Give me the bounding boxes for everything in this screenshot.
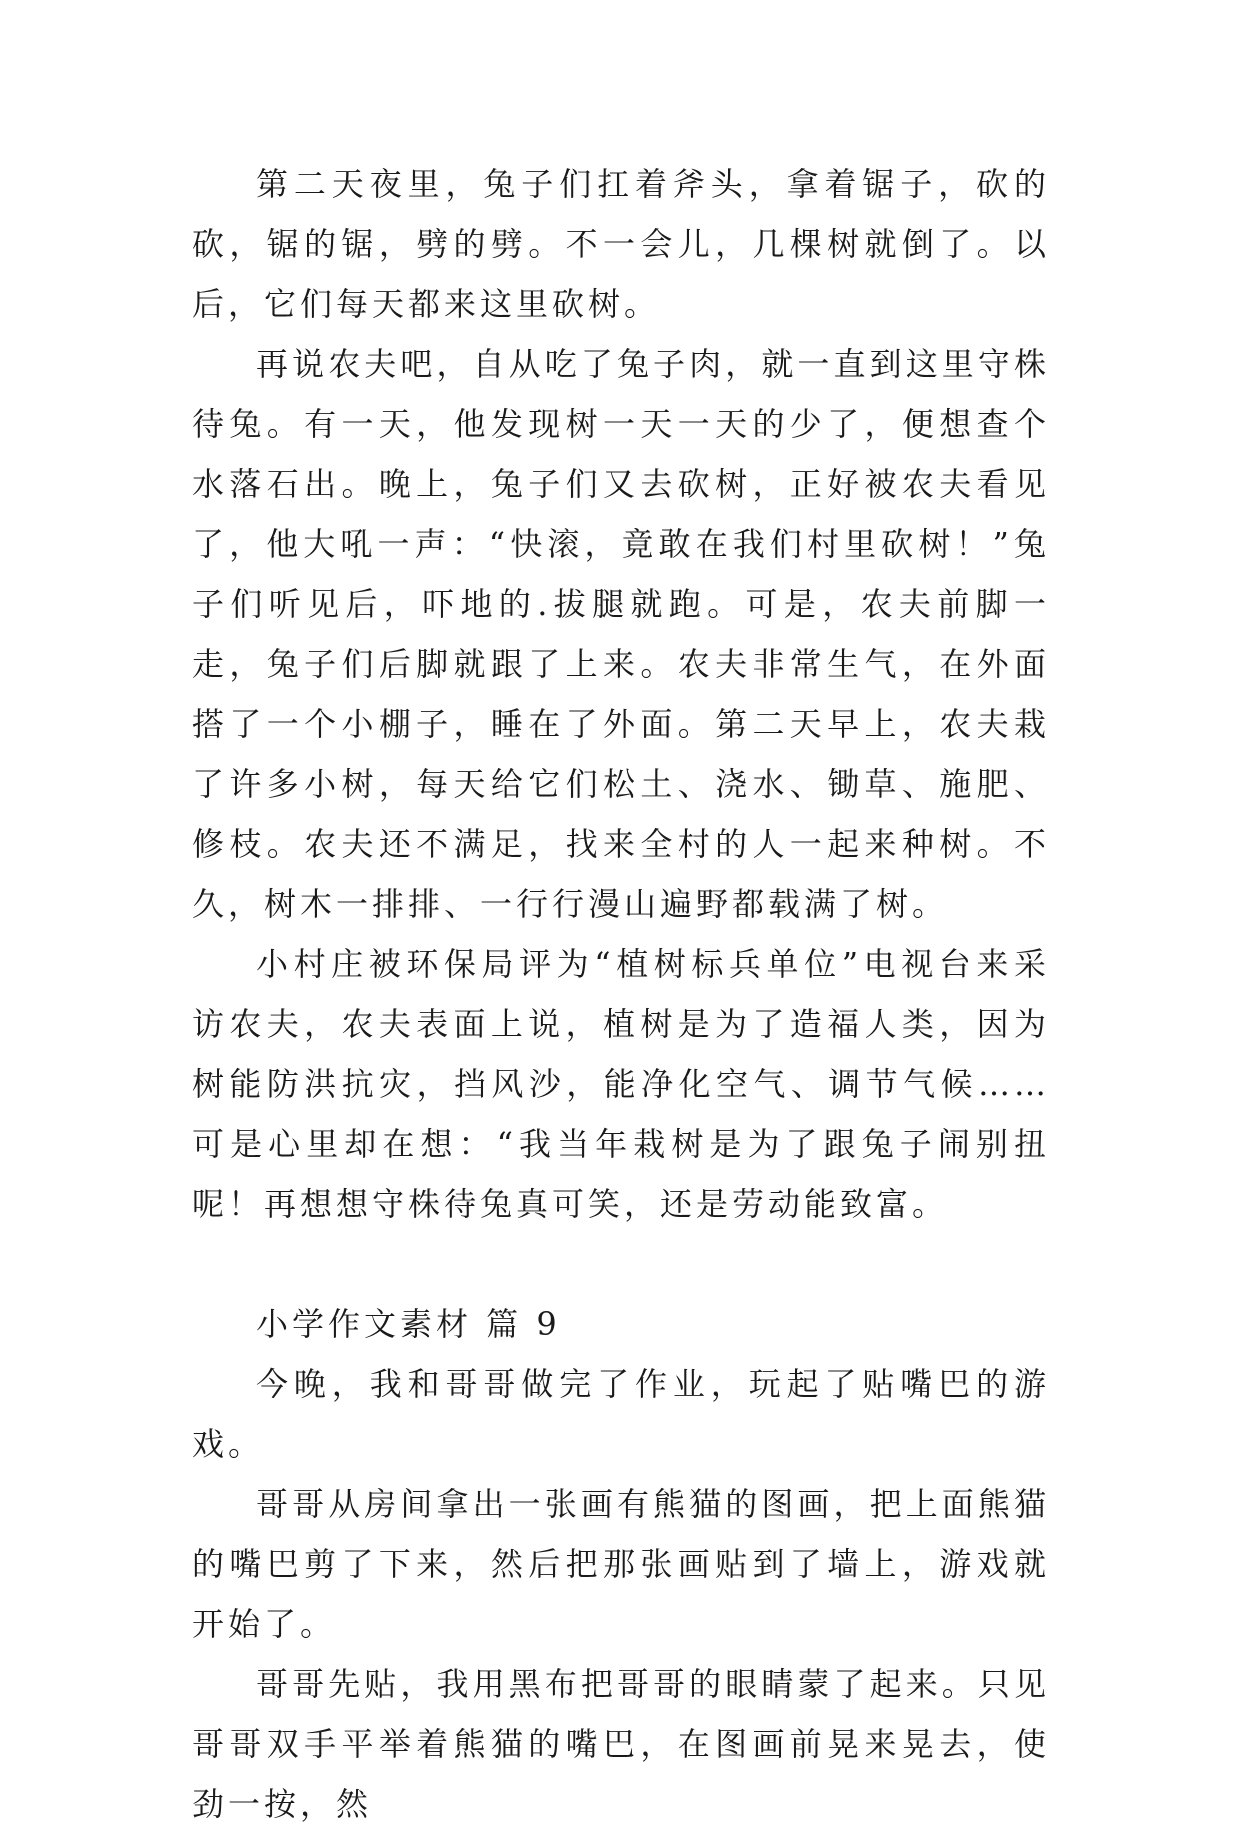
paragraph: 哥哥先贴，我用黑布把哥哥的眼睛蒙了起来。只见哥哥双手平举着熊猫的嘴巴，在图画前晃来晃去，使劲一按，然 — [192, 1665, 1050, 1823]
paragraph: 再说农夫吧，自从吃了兔子肉，就一直到这里守株待兔。有一天，他发现树一天一天的少了，便想查个水落石出。晚上，兔子们又去砍树，正好被农夫看见了，他大吼一声：“快滚，竟敢在我们村里砍树！”兔子们听见后，吓地的.拔腿就跑。可是，农夫前脚一走，兔子们后脚就跟了上来。农夫非常生气，在外面搭了一个小棚子，睡在了外面。第二天早上，农夫栽了许多小树，每天给它们松土、浇水、锄草、施肥、修枝。农夫还不满足，找来全村的人一起来种树。不久，树木一排排、一行行漫山遍野都载满了树。 — [192, 345, 1050, 923]
paragraph: 哥哥从房间拿出一张画有熊猫的图画，把上面熊猫的嘴巴剪了下来，然后把那张画贴到了墙上，游戏就开始了。 — [192, 1485, 1050, 1643]
paragraph: 小村庄被环保局评为“植树标兵单位”电视台来采访农夫，农夫表面上说，植树是为了造福人类，因为树能防洪抗灾，挡风沙，能净化空气、调节气候……可是心里却在想：“我当年栽树是为了跟兔子闹别扭呢！再想想守株待兔真可笑，还是劳动能致富。 — [192, 945, 1050, 1223]
paragraph: 今晚，我和哥哥做完了作业，玩起了贴嘴巴的游戏。 — [192, 1365, 1050, 1463]
section-heading: 小学作文素材 篇 9 — [256, 1305, 561, 1343]
paragraph: 第二天夜里，兔子们扛着斧头，拿着锯子，砍的砍，锯的锯，劈的劈。不一会儿，几棵树就倒了。以后，它们每天都来这里砍树。 — [192, 165, 1050, 323]
document-body — [192, 154, 1050, 1834]
